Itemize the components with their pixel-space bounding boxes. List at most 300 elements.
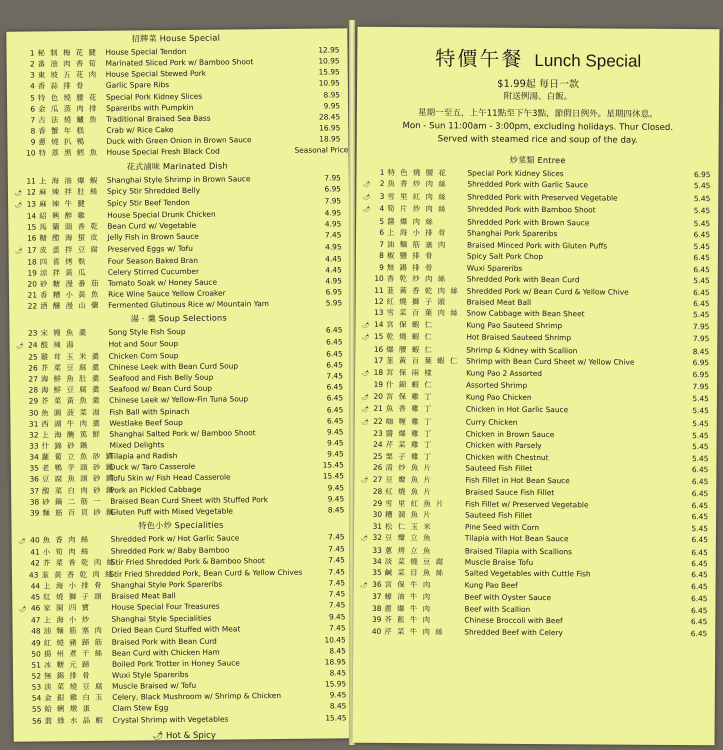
item-price: 7.95 [692,382,710,392]
price-line: $1.99起 每日一款 [497,78,580,91]
item-name-en: Stir Fried Shredded Pork, Bean Curd & Yellow Chives [109,567,303,579]
item-price: 6.45 [326,404,344,415]
item-price: 5.45 [693,194,711,204]
item-name-en: Snow Cabbage with Bean Sheet [466,308,585,319]
item-price: 6.45 [326,360,343,370]
item-name-zh: 上 海 小 排 骨 [43,580,103,591]
item-name-en: Dried Bean Curd Stuffed with Meat [111,624,241,636]
item-number: 21 [373,403,383,413]
item-name-zh: 油 麵 筋 塞 肉 [386,239,447,250]
item-name-zh: 紅 燒 豬 蹄 筋 [43,637,104,647]
item-price: 16.95 [319,123,341,133]
item-name-zh: 皮 蛋 拌 豆 腐 [39,244,100,254]
item-name-en: Kung Pao 2 Assorted [466,368,543,378]
item-name-zh: 豆 瓣 魚 片 [385,474,433,485]
item-name-en: Chinese Leek with Bean Curd Soup [108,361,239,372]
item-number: 56 [32,716,42,726]
item-name-zh: 芥 菜 豆 腐 羹 [40,362,101,373]
item-number: 32 [29,430,39,440]
item-name-zh: 秘 制 梅 花 腱 [37,47,98,58]
item-price: 6.95 [692,358,710,368]
item-price: 4.45 [325,253,342,264]
item-price: 15.45 [322,460,344,470]
item-name-zh: 番 油 肉 香 筍 [37,59,98,69]
item-name-en: Shanghai Style Pork Spareribs [111,579,223,590]
item-number: 1 [29,48,35,58]
item-price: 7.95 [324,172,341,183]
item-name-zh: 西 湖 牛 肉 羹 [41,418,102,429]
served-note: Served with steamed rice and soup of the day. [437,134,638,146]
item-name-en: Sauteed Fish Fillet [465,463,533,474]
item-name-en: Shredded Pork with Brown Sauce [467,217,590,228]
item-name-zh: 紹 興 醉 雞 [39,211,87,221]
item-price: 6.45 [690,605,708,615]
item-number: 29 [372,498,383,508]
item-name-en: Pork an Pickled Cabbage [110,484,202,495]
spicy-mark: 🌶 [361,418,369,426]
item-name-en: Shanghai Style Specialities [111,613,212,624]
item-number: 37 [29,486,40,496]
item-number: 7 [379,239,385,249]
menu-item [15,298,342,313]
item-price: 6.45 [691,489,709,499]
item-name-zh: 宮 保 兩 樣 [386,367,434,377]
item-name-en: Shanghai Pork Spareribs [467,228,558,239]
item-number: 27 [28,374,38,384]
item-price: 7.95 [692,321,710,332]
hours-zh: 星期一至五，上午11點至下午3點，節假日例外。星期四休息。 [417,108,658,120]
item-number: 36 [29,474,40,485]
item-name-zh: 紅 燒 魚 片 [385,487,433,497]
section-heading: 特色小炒 Specialities [138,519,224,531]
item-price: 8.45 [329,668,347,678]
item-name-en: Beef with Oyster Sauce [464,592,552,603]
item-name-en: Mixed Delights [109,440,165,450]
item-name-en: Braised Minced Pork with Gluten Puffs [466,240,608,251]
item-number: 40 [371,626,382,636]
item-name-zh: 揚 州 煮 干 絲 [43,648,104,659]
item-name-en: Shredded Pork w/ Hot Garlic Sauce [110,533,240,544]
menu-item [359,625,707,639]
spicy-mark: 🌶 [361,369,370,377]
item-name-en: Four Season Baked Bran [107,255,199,266]
item-price: 6.45 [691,547,708,557]
item-name-en: Hot and Sour Soup [108,338,179,349]
item-number: 25 [373,451,383,461]
item-price: 5.45 [693,276,710,286]
spicy-mark: 🌶 [14,201,23,209]
item-number: 12 [26,187,37,197]
item-price: 5.45 [691,523,709,533]
item-name-en: Spicy Stir Beef Tendon [107,197,190,208]
item-number: 51 [31,660,41,670]
item-name-zh: 蠔 油 牛 肉 [384,592,432,602]
item-name-en: Westlake Beef Soup [109,417,183,428]
item-name-en: House Special Stewed Pork [105,69,207,80]
item-name-en: Jelly Fish in Brown Sauce [107,232,199,243]
item-name-zh: 什 錦 砂 鍋 [41,440,89,451]
item-name-en: Song Style Fish Soup [108,327,186,338]
item-name-zh: 涼 拌 黃 瓜 [39,267,87,278]
item-price: 10.95 [318,78,340,89]
item-price: 6.45 [693,264,710,274]
spicy-mark: 🌶 [361,393,369,401]
spicy-mark: 🌶 [361,321,370,329]
item-name-zh: 上 海 油 爆 蝦 [38,175,99,186]
item-price: 5.45 [692,442,709,452]
item-number: 17 [373,356,384,366]
item-name-zh: 韮 黃 香 乾 肉 絲 [41,569,115,580]
item-price: 10.95 [318,56,340,66]
item-price: 8.45 [329,645,346,656]
item-number: 7 [30,115,36,125]
item-name-en: Celery, Black Mushroom w/ Shrimp & Chicken [112,691,282,703]
item-price: 6.45 [691,594,708,604]
right-menu-page [353,27,720,746]
item-number: 9 [379,262,384,272]
item-name-zh: 麻 辣 牛 腱 [39,198,87,209]
item-name-en: Special Pork Kidney Slices [105,91,203,102]
item-price: 6.45 [691,559,708,569]
item-name-zh: 雪 菜 百 葉 肉 絲 [386,308,460,318]
item-number: 49 [31,637,41,648]
sub-line: 附送例湯、白飯。 [503,91,573,103]
item-number: 12 [374,296,384,306]
item-name-zh: 香 蒜 排 骨 [37,81,86,91]
item-name-en: Duck w/ Taro Casserole [109,462,196,473]
item-name-zh: 無 錫 排 骨 [43,670,92,681]
item-name-zh: 蔥 爆 牛 肉 [384,603,432,614]
item-name-zh: 宮 保 蝦 仁 [386,319,434,330]
item-name-en: Braised Sauce Fish Fillet [465,487,555,498]
item-price: 6.45 [691,581,708,592]
item-number: 32 [372,532,382,542]
item-price: 15.95 [318,67,340,77]
item-name-en: Beef with Scallion [464,604,531,614]
item-name-en: Celery Stirred Cucumber [107,266,200,277]
item-name-zh: 什 錦 蝦 仁 [385,380,434,390]
item-name-en: Braised Meat Ball [111,590,176,601]
spicy-mark: 🌶 [14,247,23,255]
spicy-mark: 🌶 [362,206,371,214]
item-price: 4.45 [325,265,342,275]
item-name-zh: 砂 鍋 二 筋 一 [42,496,103,507]
item-price: 6.45 [691,476,709,486]
item-number: 6 [30,104,36,114]
item-price: 6.95 [325,287,343,297]
item-number: 30 [372,510,383,520]
item-price: 6.45 [690,617,708,627]
item-name-en: Chinese Broccoli with Beef [464,615,563,626]
item-number: 20 [373,391,383,401]
left-menu-content [6,31,354,726]
item-number: 10 [26,148,36,159]
item-name-zh: 栗 子 雞 丁 [385,451,433,462]
section-heading: 湯 · 羹 Soup Selections [130,312,227,324]
item-number: 31 [372,521,383,531]
item-number: 27 [372,474,383,484]
item-price: 6.45 [693,299,710,309]
item-price: 6.45 [691,512,709,522]
item-name-en: Crystal Shrimp with Vegetables [112,714,229,725]
item-name-zh: 特 色 燒 腰 花 [37,92,98,103]
item-number: 52 [31,671,42,681]
item-name-zh: 酒 釀 漫 山 藥 [40,301,101,311]
item-price: 8.45 [329,701,347,711]
item-number: 18 [27,257,37,267]
item-name-zh: 咖 喱 雞 丁 [385,416,433,426]
item-name-zh: 馬 蘭 頭 香 乾 [39,222,100,232]
item-name-zh: 魚 香 炒 肉 絲 [387,179,448,189]
item-name-zh: 爆 腰 蝦 仁 [386,344,434,355]
item-name-en: Wuxi Style Spareribs [111,669,189,680]
item-number: 4 [379,204,385,214]
item-number: 14 [373,319,384,329]
item-name-en: Fish Fillet w/ Preserved Vegetable [465,499,589,510]
item-name-en: Braised Meat Ball [466,297,532,307]
item-number: 31 [28,419,39,429]
item-number: 2 [379,179,385,189]
item-name-en: Chicken in Brown Sauce [465,429,555,440]
item-name-zh: 雞 茸 玉 米 羹 [40,351,101,362]
item-name-en: Stir Fried Shredded Pork & Bamboo Shoot [110,556,265,568]
item-price: 9.45 [327,438,344,448]
lunch-special-title [357,42,719,74]
item-number: 16 [27,233,37,243]
item-price: 9.95 [323,101,341,111]
item-number: 24 [28,340,38,350]
item-number: 55 [31,704,42,715]
item-name-zh: 特 色 燒 腰 花 [387,167,448,178]
item-name-zh: 油 麵 筋 塞 肉 [43,626,104,636]
item-name-en: Tofu Skin w/ Fish Head Casserole [109,472,231,484]
spicy-legend: 🌶 Hot & Spicy [152,730,216,742]
item-name-en: Garlic Spare Ribs [105,80,170,91]
item-number: 50 [31,649,41,659]
item-name-zh: 淡 菜 燒 豆 腐 [384,556,445,567]
item-number: 21 [27,290,38,300]
item-price: 6.95 [693,170,711,180]
item-number: 22 [27,301,38,311]
item-name-en: Spareribs with Pumpkin [106,102,194,113]
item-number: 48 [31,626,41,636]
spicy-mark: 🌶 [14,189,23,197]
item-number: 28 [372,487,383,497]
item-name-en: Seafood and Fish Belly Soup [108,372,214,383]
menu-item [19,712,346,727]
item-name-en: Gluten Puff with Mixed Vegetable [110,506,233,517]
item-price: 7.45 [328,532,345,542]
item-name-zh: 蘿 蔔 立 魚 砂 鍋 [41,451,115,462]
item-number: 14 [26,211,37,221]
item-price: 6.95 [324,184,341,194]
item-name-en: Kung Pao Beef [464,580,518,590]
item-price: 9.45 [327,449,344,459]
item-price: 6.45 [325,325,343,335]
item-number: 3 [29,70,35,80]
item-name-zh: 蔥 燒 扒 鴨 [38,137,86,147]
item-name-en: Bean Curd w/ Vegetable [107,221,197,231]
item-name-zh: 老 鴨 芋 頭 砂 鍋 [41,463,115,473]
item-name-en: Tilapia with Hot Bean Sauce [464,533,569,544]
item-number: 37 [372,592,382,602]
item-name-zh: 松 仁 玉 米 [384,521,433,531]
item-price: 28.45 [318,112,341,122]
item-name-en: Shrimp & Kidney with Scallion [466,345,578,356]
item-name-zh: 芹 菜 牛 肉 絲 [384,626,445,637]
item-number: 38 [29,497,40,507]
item-name-en: Shredded Pork with Garlic Sauce [467,179,588,190]
item-number: 53 [31,682,42,692]
item-name-zh: 麻 辣 拌 肚 絲 [38,186,99,197]
item-number: 54 [31,693,42,703]
item-price: 7.45 [324,230,342,240]
item-price: 10.45 [324,634,346,645]
item-number: 33 [29,441,39,451]
item-name-en: Crab w/ Rice Cake [106,125,174,135]
item-name-zh: 無 錫 排 骨 [386,262,434,272]
item-name-en: Duck with Green Onion in Brown Sauce [106,135,252,147]
spicy-mark: 🌶 [361,334,370,342]
item-name-en: Spicy Salt Pork Chop [466,251,544,262]
item-price: 6.95 [692,369,710,379]
item-name-zh: 海 鮮 魚 肚 羹 [40,373,101,384]
item-name-zh: 豆 腐 魚 頭 砂 鍋 [41,474,115,484]
spicy-mark: 🌶 [361,405,369,413]
menu-item [14,145,349,160]
item-name-zh: 芥 菜 黃 魚 羹 [41,396,102,406]
item-name-zh: 宮 保 牛 肉 [384,579,432,590]
item-number: 39 [29,508,40,518]
section-heading: 招牌菜 House Special [131,32,221,44]
item-name-en: Shredded Pork w/ Baby Bamboo [110,545,230,556]
item-price: 5.45 [693,206,711,216]
item-price: 5.95 [325,298,343,308]
spicy-mark: 🌶 [17,537,26,545]
item-number: 5 [379,216,385,226]
spicy-mark: 🌶 [15,342,24,350]
item-name-en: House Special Tendon [105,46,187,57]
item-number: 20 [27,279,37,289]
item-name-en: Curry Chicken [465,417,518,427]
item-price: 6.45 [691,465,709,475]
item-number: 23 [373,428,383,438]
item-number: 36 [372,579,382,589]
item-price: 4.95 [324,219,342,229]
item-price: 4.95 [324,208,342,218]
item-name-zh: 上 海 小 排 骨 [387,228,447,238]
item-name-zh: 魚 香 肉 絲 [42,535,90,545]
item-name-zh: 清 炒 魚 片 [385,463,433,473]
item-price: 6.45 [693,230,711,240]
item-name-zh: 酸 菜 白 肉 砂 鍋 [42,485,115,496]
item-name-zh: 小 筍 肉 絲 [42,547,90,557]
item-name-zh: 筍 片 炒 肉 絲 [387,204,448,214]
item-price: 12.95 [318,45,340,55]
item-number: 5 [30,93,36,103]
item-number: 15 [373,332,384,342]
spicy-mark: 🌶 [362,193,371,201]
item-name-zh: 紅 燒 獅 子 頭 [386,296,447,307]
item-number: 39 [371,615,382,625]
item-price: 6.45 [691,535,708,545]
item-number: 40 [30,535,40,545]
item-price: 15.95 [324,679,347,689]
item-name-en: Braised Tilapia with Scallions [464,546,573,556]
item-price: 6.45 [691,500,709,510]
item-number: 13 [374,308,384,318]
item-name-en: Chicken with Chestnut [465,452,549,462]
item-name-zh: 特 蒸 黑 鱈 魚 [38,148,99,158]
item-name-zh: 糟 溜 魚 片 [385,510,433,520]
item-price: 6.45 [326,349,343,359]
item-name-zh: 上 海 小 炒 [43,615,91,625]
spicy-mark: 🌶 [18,605,27,613]
entree-list [353,167,718,640]
item-number: 38 [372,603,382,613]
item-number: 6 [379,228,385,238]
item-name-zh: 宮 保 雞 丁 [385,391,434,401]
hours-en: Mon - Sun 11:00am - 3:00pm, excluding holidays. Thur Closed. [402,121,674,133]
item-number: 10 [374,273,384,284]
item-name-zh: 家 園 四 寶 [43,602,91,613]
item-name-en: Tilapia and Radish [109,451,178,461]
item-number: 8 [379,251,384,261]
item-name-zh: 四 喜 烤 麩 [39,256,87,267]
item-number: 3 [379,191,385,201]
item-name-zh: 淡 菜 燒 豆 腐 [44,681,105,692]
item-name-zh: 古 法 燒 鱸 魚 [38,114,99,125]
item-price: 8.95 [323,89,341,100]
item-number: 24 [373,440,383,450]
item-price: 8.45 [327,505,345,515]
item-number: 11 [374,285,384,295]
item-number: 29 [28,396,39,406]
item-number: 19 [373,380,384,390]
item-number: 26 [28,363,38,373]
item-number: 41 [30,547,40,557]
item-name-en: Bean Curd with Chicken Ham [111,647,220,658]
item-name-zh: 芹 菜 雞 丁 [385,440,433,450]
item-name-zh: 蛤 蜊 燉 蛋 [44,704,92,714]
item-price: 9.45 [327,494,345,504]
item-name-en: Shredded Pork w/ Bean Curd & Yellow Chive [466,286,629,297]
item-name-en: Braised Pork with Bean Curd [111,636,217,647]
item-name-zh: 金 銀 雞 白 玉 [44,693,105,703]
item-number: 47 [31,615,41,625]
item-price: 7.45 [328,600,346,610]
item-number: 28 [28,385,39,395]
item-name-en: Boiled Pork Trotter in Honey Sauce [111,658,240,669]
item-number: 45 [30,592,41,602]
item-name-en: House Special Fresh Black Cod [106,146,220,158]
item-name-en: Chinese Leek w/ Yellow-Fin Tuna Soup [109,394,249,406]
item-price: 6.45 [326,393,344,403]
item-name-zh: 香 糟 小 黃 魚 [40,289,100,300]
item-number: 18 [373,367,384,377]
item-name-en: Assorted Shrimp [465,380,528,391]
item-number: 2 [29,59,35,69]
item-number: 22 [373,416,383,426]
item-name-en: Shredded Pork with Bamboo Shoot [467,204,596,215]
item-name-zh: 醬 爆 肉 絲 [387,216,435,227]
item-name-zh: 椒 鹽 排 骨 [386,251,435,261]
item-price: 15.45 [322,471,345,481]
item-number: 17 [27,244,37,255]
item-name-en: Tomato Soak w/ Honey Sauce [107,277,218,288]
item-name-zh: 豆 瓣 立 魚 [384,532,433,543]
item-name-en: Special Pork Kidney Slices [467,168,564,179]
